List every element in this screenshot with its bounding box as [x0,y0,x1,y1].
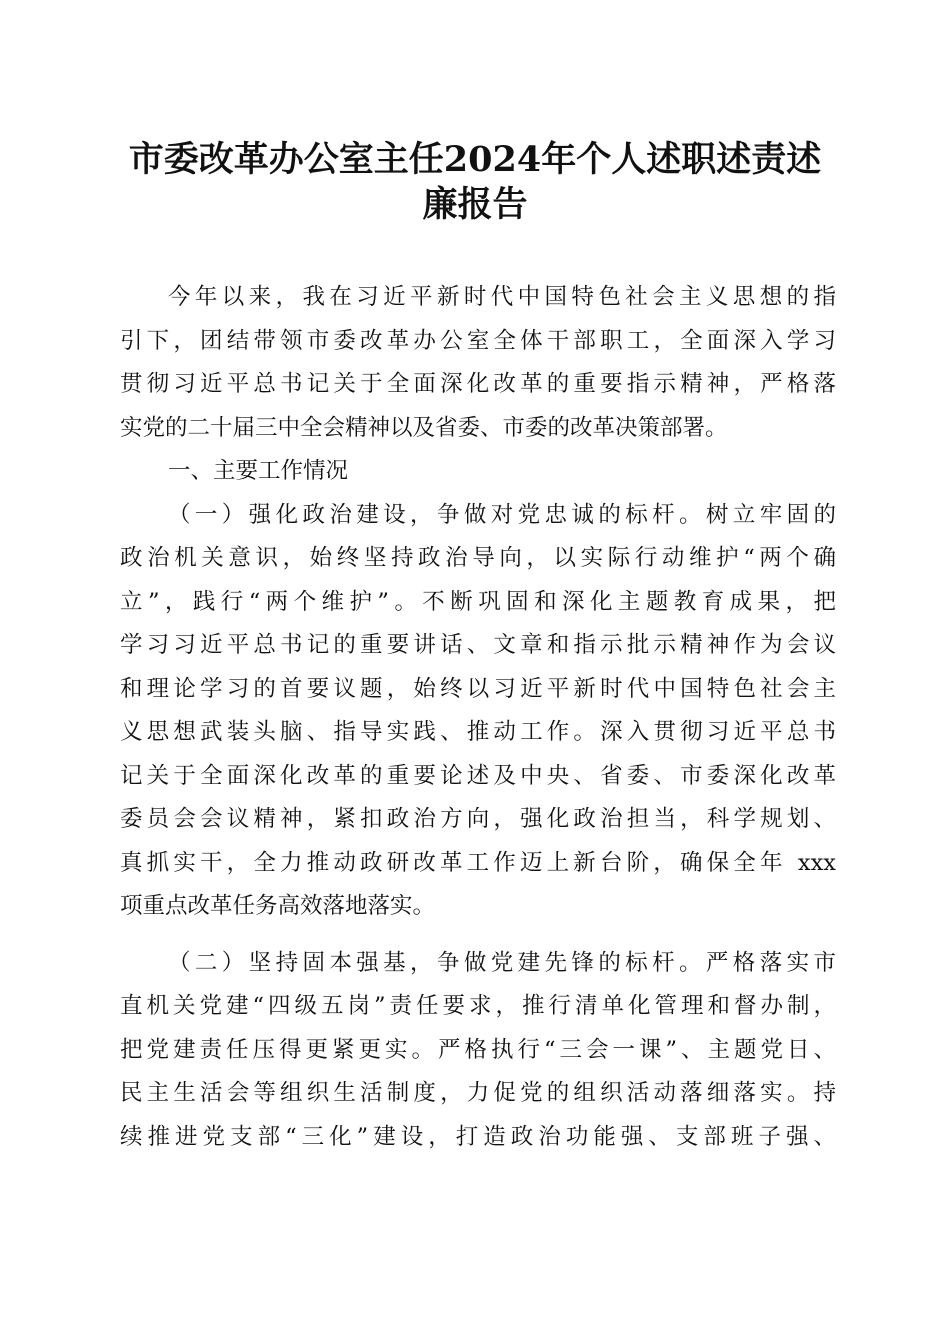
text-line: 实党的二十届三中全会精神以及省委、市委的改革决策部署。 [120,414,728,441]
paragraph-gap [120,929,836,942]
text-line: 真抓实干，全力推动政研改革工作迈上新台阶，确保全年 xxx [120,849,836,876]
text-line: （二）坚持固本强基，争做党建先锋的标杆。严格落实市 [168,949,836,976]
document-title-line-1: 市委改革办公室主任2024年个人述职述责述 [128,139,822,180]
text-line: 和理论学习的首要议题，始终以习近平新时代中国特色社会主 [120,675,836,702]
text-line: 民主生活会等组织生活制度，力促党的组织活动落细落实。持 [120,1080,836,1106]
text-line: （一）强化政治建设，争做对党忠诚的标杆。树立牢固的 [168,501,836,528]
text-line: 学习习近平总书记的重要讲话、文章和指示批示精神作为会议 [120,632,836,658]
text-line: 一、主要工作情况 [168,458,349,484]
text-line: 贯彻习近平总书记关于全面深化改革的重要指示精神，严格落 [120,371,836,397]
text-line: 续推进党支部“三化”建设，打造政治功能强、支部班子强、 [120,1123,836,1150]
document-body [120,276,836,1159]
text-line: 今年以来，我在习近平新时代中国特色社会主义思想的指 [168,284,836,310]
text-line: 项重点改革任务高效落地落实。 [120,893,436,919]
text-line: 义思想武装头脑、指导实践、推动工作。深入贯彻习近平总书 [120,719,836,745]
paragraph [120,942,836,1160]
document-title-line-2: 廉报告 [422,184,528,225]
paragraph [120,494,836,929]
text-line: 记关于全面深化改革的重要论述及中央、省委、市委深化改革 [120,762,836,789]
text-line: 立”，践行“两个维护”。不断巩固和深化主题教育成果，把 [120,588,836,615]
paragraph [120,276,836,450]
text-line: 政治机关意识，始终坚持政治导向，以实际行动维护“两个确 [120,545,836,571]
text-line: 把党建责任压得更紧更实。严格执行“三会一课”、主题党日、 [120,1036,836,1063]
text-line: 直机关党建“四级五岗”责任要求，推行清单化管理和督办制， [120,993,836,1019]
text-line: 引下，团结带领市委改革办公室全体干部职工，全面深入学习 [120,327,836,354]
section-heading [120,450,836,494]
text-line: 委员会会议精神，紧扣政治方向，强化政治担当，科学规划、 [120,806,836,832]
